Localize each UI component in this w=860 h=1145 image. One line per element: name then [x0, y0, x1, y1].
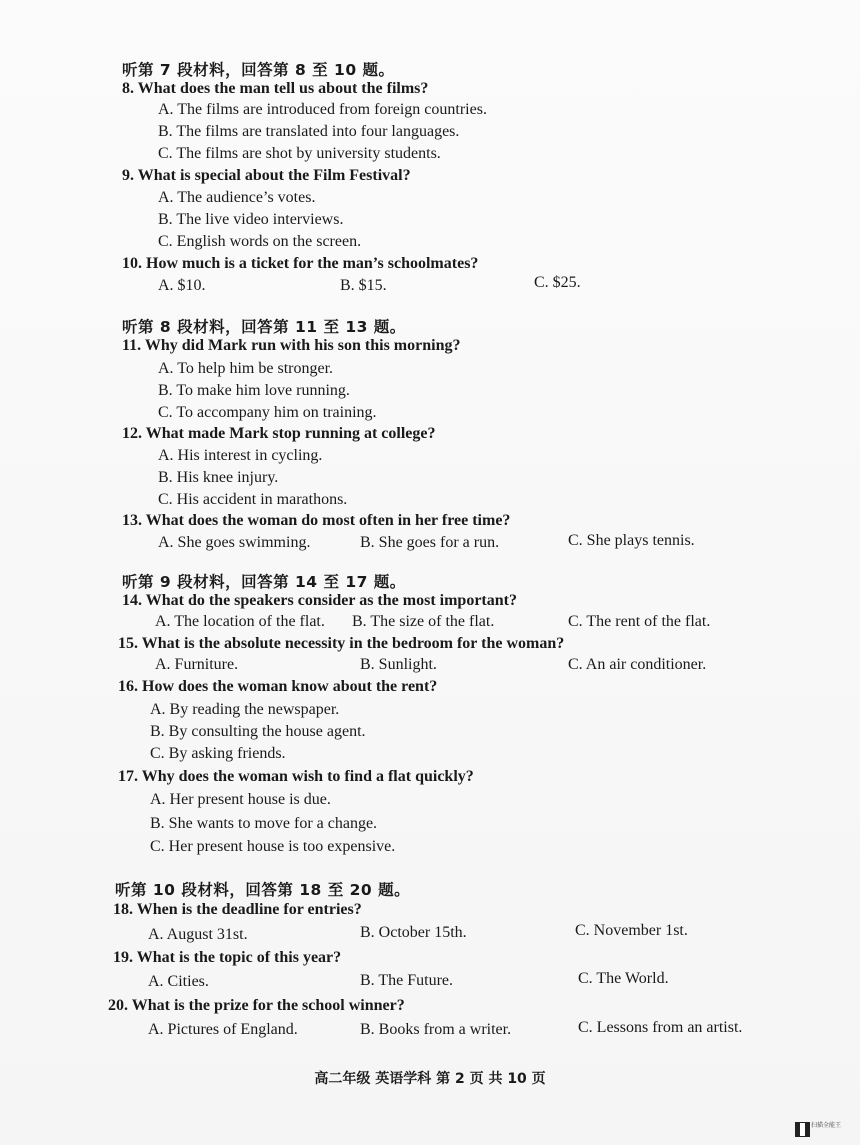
section-heading-7: 听第 7 段材料，回答第 8 至 10 题。: [122, 61, 395, 79]
question-12-option-b: B. His knee injury.: [158, 469, 279, 486]
question-13: 13. What does the woman do most often in her free time?: [122, 512, 511, 529]
question-11-option-a: A. To help him be stronger.: [158, 360, 334, 377]
question-16: 16. How does the woman know about the rent?: [118, 678, 438, 695]
question-19-option-b: B. The Future.: [360, 972, 454, 989]
question-15: 15. What is the absolute necessity in the bedroom for the woman?: [118, 635, 565, 652]
question-8-option-b: B. The films are translated into four languages.: [158, 123, 460, 140]
question-8: 8. What does the man tell us about the films?: [122, 80, 429, 97]
question-10: 10. How much is a ticket for the man’s schoolmates?: [122, 255, 479, 272]
question-12-option-a: A. His interest in cycling.: [158, 447, 323, 464]
question-9-option-a: A. The audience’s votes.: [158, 189, 316, 206]
question-11-option-b: B. To make him love running.: [158, 382, 350, 399]
question-19: 19. What is the topic of this year?: [113, 949, 342, 966]
question-11: 11. Why did Mark run with his son this morning?: [122, 337, 461, 354]
question-15-option-b: B. Sunlight.: [360, 656, 437, 673]
question-14-option-a: A. The location of the flat.: [155, 613, 325, 630]
question-13-option-a: A. She goes swimming.: [158, 534, 311, 551]
question-19-option-c: C. The World.: [578, 970, 669, 987]
page-footer: 高二年级 英语学科 第 2 页 共 10 页: [314, 1071, 546, 1087]
bleed-through-text: [520, 120, 524, 142]
question-17-option-b: B. She wants to move for a change.: [150, 815, 378, 832]
question-18-option-c: C. November 1st.: [575, 922, 688, 939]
question-18-option-a: A. August 31st.: [148, 926, 248, 943]
question-13-option-b: B. She goes for a run.: [360, 534, 500, 551]
question-12: 12. What made Mark stop running at college?: [122, 425, 436, 442]
question-14-option-b: B. The size of the flat.: [352, 613, 495, 630]
question-15-option-c: C. An air conditioner.: [568, 656, 707, 673]
question-17: 17. Why does the woman wish to find a flat quickly?: [118, 768, 474, 785]
question-9-option-c: C. English words on the screen.: [158, 233, 362, 250]
question-13-option-c: C. She plays tennis.: [568, 532, 695, 549]
question-18-option-b: B. October 15th.: [360, 924, 467, 941]
question-10-option-a: A. $10.: [158, 277, 206, 294]
question-16-option-a: A. By reading the newspaper.: [150, 701, 340, 718]
question-10-option-b: B. $15.: [340, 277, 387, 294]
question-8-option-c: C. The films are shot by university students.: [158, 145, 441, 162]
question-16-option-c: C. By asking friends.: [150, 745, 286, 762]
question-12-option-c: C. His accident in marathons.: [158, 491, 348, 508]
question-10-option-c: C. $25.: [534, 274, 581, 291]
section-heading-8: 听第 8 段材料，回答第 11 至 13 题。: [122, 318, 406, 336]
question-16-option-b: B. By consulting the house agent.: [150, 723, 366, 740]
question-17-option-a: A. Her present house is due.: [150, 791, 331, 808]
question-14-option-c: C. The rent of the flat.: [568, 613, 711, 630]
section-heading-9: 听第 9 段材料，回答第 14 至 17 题。: [122, 573, 406, 591]
qr-code-icon: [795, 1122, 810, 1137]
question-11-option-c: C. To accompany him on training.: [158, 404, 377, 421]
question-20-option-c: C. Lessons from an artist.: [578, 1019, 743, 1036]
question-19-option-a: A. Cities.: [148, 973, 209, 990]
question-17-option-c: C. Her present house is too expensive.: [150, 838, 396, 855]
question-14: 14. What do the speakers consider as the most important?: [122, 592, 517, 609]
question-18: 18. When is the deadline for entries?: [113, 901, 362, 918]
question-20-option-b: B. Books from a writer.: [360, 1021, 512, 1038]
question-20: 20. What is the prize for the school winner?: [108, 997, 405, 1014]
question-9-option-b: B. The live video interviews.: [158, 211, 344, 228]
question-15-option-a: A. Furniture.: [155, 656, 239, 673]
question-8-option-a: A. The films are introduced from foreign countries.: [158, 101, 487, 118]
scanner-brand-label: 扫描全能王: [811, 1122, 842, 1129]
question-20-option-a: A. Pictures of England.: [148, 1021, 298, 1038]
question-9: 9. What is special about the Film Festival?: [122, 167, 411, 184]
section-heading-10: 听第 10 段材料，回答第 18 至 20 题。: [115, 881, 411, 899]
